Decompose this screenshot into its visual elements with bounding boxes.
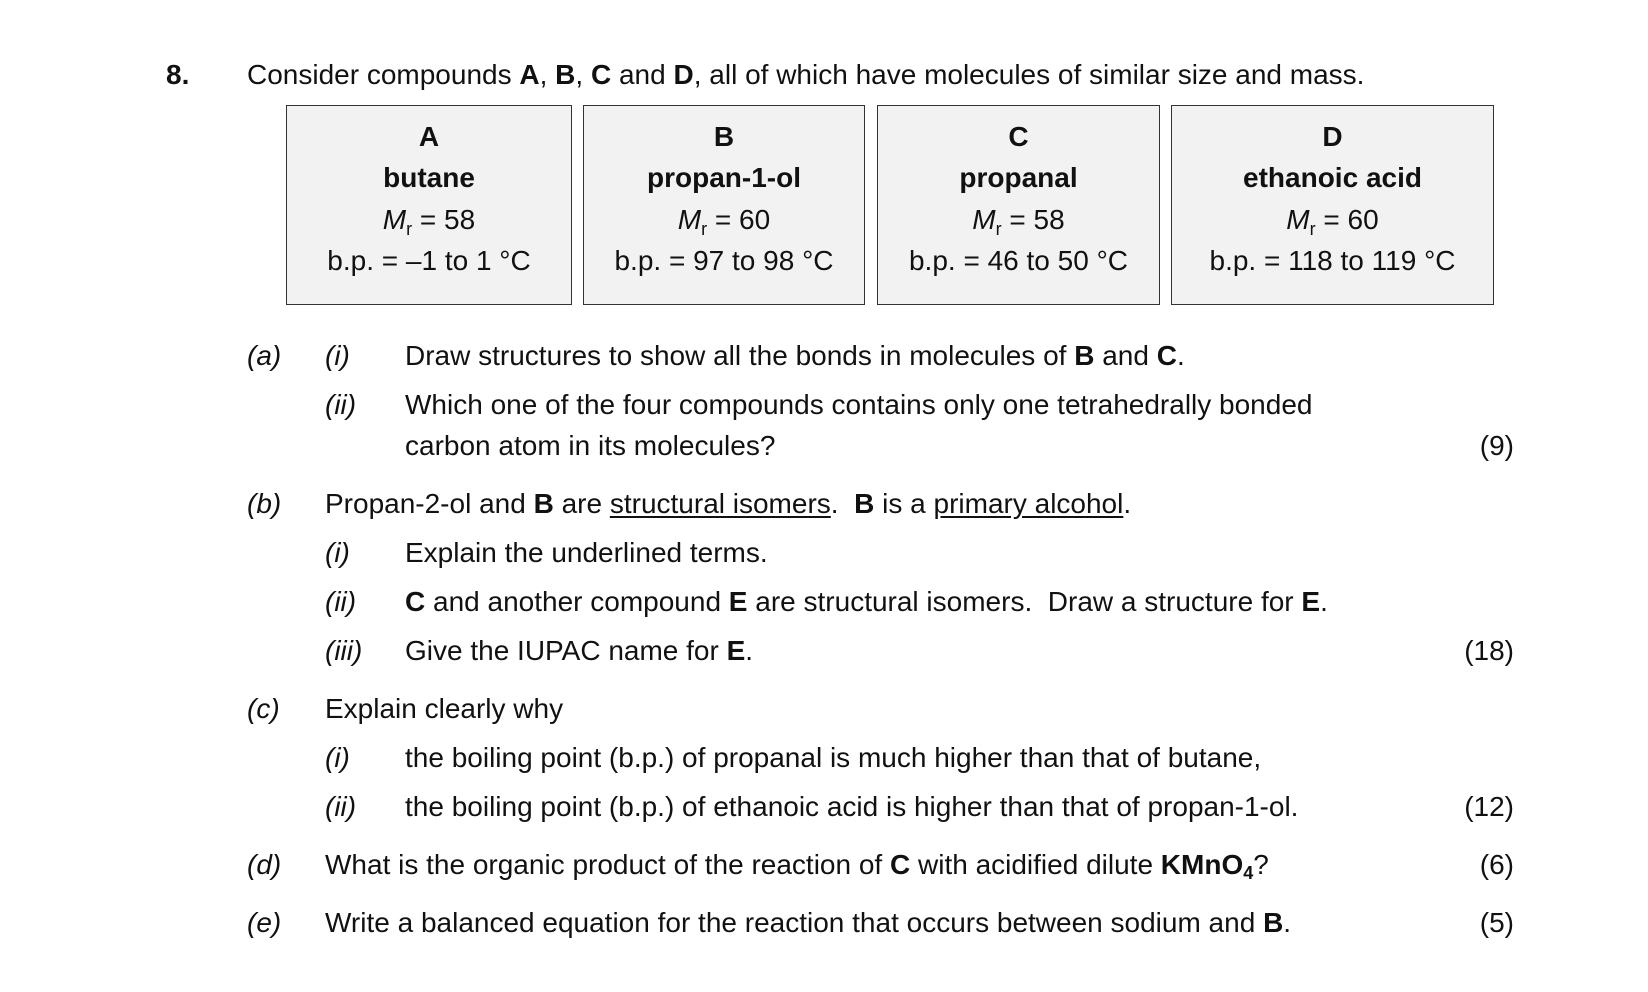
underlined-term: structural isomers xyxy=(609,488,831,519)
text: . xyxy=(1176,340,1185,371)
stem-letter-a: A xyxy=(519,59,540,90)
stem-letter-b: B xyxy=(555,59,576,90)
bold-letter: B xyxy=(1263,907,1284,938)
question-stem xyxy=(247,58,1364,92)
stem-text: and xyxy=(611,59,674,90)
part-a-label: (a) xyxy=(247,340,282,371)
compound-box-b xyxy=(583,105,865,305)
part-c-i-text: the boiling point (b.p.) of propanal is much higher than that of butane, xyxy=(405,742,1262,773)
text: is a xyxy=(874,488,934,519)
compound-mr xyxy=(878,203,1159,246)
bold-letter: C xyxy=(889,849,911,880)
bold-letter: B xyxy=(854,488,875,519)
stem-letter-d: D xyxy=(673,59,694,90)
compound-letter: A xyxy=(418,121,440,152)
bold-letter: E xyxy=(1301,586,1321,617)
mr-symbol: M xyxy=(1286,204,1310,235)
part-d-text xyxy=(325,848,1269,890)
mr-value: = 60 xyxy=(1315,204,1379,235)
compound-name: ethanoic acid xyxy=(1243,162,1422,193)
part-c-marks: (12) xyxy=(1464,791,1514,822)
text: are structural isomers. Draw a structure for xyxy=(747,586,1302,617)
text: and xyxy=(1094,340,1157,371)
formula: KMnO xyxy=(1160,849,1244,880)
mr-subscript: r xyxy=(701,219,708,239)
text: . xyxy=(1123,488,1132,519)
part-c-ii-text: the boiling point (b.p.) of ethanoic acid is higher than that of propan-1-ol. xyxy=(405,791,1299,822)
mr-symbol: M xyxy=(382,204,407,235)
part-c-ii-label: (ii) xyxy=(325,791,357,822)
mr-subscript: r xyxy=(995,219,1002,239)
stem-text: Consider compounds xyxy=(247,59,520,90)
text: Propan-2-ol and xyxy=(325,488,534,519)
part-e-marks: (5) xyxy=(1479,907,1514,938)
text: What is the organic product of the reaction of xyxy=(325,849,890,880)
compound-name: propanal xyxy=(959,162,1078,193)
part-d-marks: (6) xyxy=(1479,849,1514,880)
compound-name: butane xyxy=(383,162,475,193)
bold-letter: B xyxy=(1074,340,1095,371)
text: Draw structures to show all the bonds in molecules of xyxy=(405,340,1075,371)
mr-subscript: r xyxy=(406,219,413,239)
compound-box-d xyxy=(1171,105,1494,305)
part-b-intro xyxy=(325,487,1131,521)
part-b-ii-text xyxy=(405,585,1328,619)
compound-name: propan-1-ol xyxy=(647,162,801,193)
question-number: 8. xyxy=(166,59,190,90)
part-d-label: (d) xyxy=(247,849,282,880)
part-e-text xyxy=(325,906,1291,940)
text: . xyxy=(830,488,855,519)
mr-value: = 58 xyxy=(412,204,476,235)
part-c-label: (c) xyxy=(247,693,280,724)
part-b-marks: (18) xyxy=(1464,635,1514,666)
part-c-intro: Explain clearly why xyxy=(325,693,564,724)
text: are xyxy=(553,488,610,519)
stem-text: , xyxy=(539,59,556,90)
mr-value: = 60 xyxy=(707,204,771,235)
bold-letter: C xyxy=(405,586,426,617)
formula-subscript: 4 xyxy=(1243,863,1254,883)
text: Write a balanced equation for the reaction that occurs between sodium and xyxy=(325,907,1264,938)
compound-bp: b.p. = 46 to 50 °C xyxy=(908,245,1128,276)
text: Give the IUPAC name for xyxy=(405,635,727,666)
compound-box-a xyxy=(286,105,572,305)
compound-bp: b.p. = –1 to 1 °C xyxy=(327,245,531,276)
text: and another compound xyxy=(425,586,729,617)
part-a-i-label: (i) xyxy=(325,340,350,371)
compound-bp: b.p. = 97 to 98 °C xyxy=(614,245,834,276)
part-b-i-text: Explain the underlined terms. xyxy=(405,537,768,568)
compound-mr xyxy=(1172,203,1493,246)
mr-subscript: r xyxy=(1309,219,1316,239)
compound-mr xyxy=(584,203,864,246)
stem-letter-c: C xyxy=(590,59,612,90)
compound-letter: C xyxy=(1008,121,1029,152)
compound-letter: D xyxy=(1322,121,1343,152)
part-b-iii-label: (iii) xyxy=(325,635,363,666)
bold-letter: E xyxy=(728,586,748,617)
compound-table xyxy=(286,105,1497,307)
part-b-i-label: (i) xyxy=(325,537,350,568)
compound-mr xyxy=(287,203,571,246)
text: ? xyxy=(1253,849,1269,880)
compound-bp: b.p. = 118 to 119 °C xyxy=(1209,245,1456,276)
part-a-ii-line2: carbon atom in its molecules? xyxy=(405,430,776,461)
stem-text: , all of which have molecules of similar size and mass. xyxy=(693,59,1365,90)
part-b-iii-text xyxy=(405,634,753,668)
underlined-term: primary alcohol xyxy=(933,488,1124,519)
text: . xyxy=(1283,907,1292,938)
text: . xyxy=(745,635,754,666)
compound-box-c xyxy=(877,105,1160,305)
part-e-label: (e) xyxy=(247,907,282,938)
bold-letter: B xyxy=(533,488,554,519)
mr-symbol: M xyxy=(677,204,702,235)
text: with acidified dilute xyxy=(910,849,1161,880)
part-a-i-text xyxy=(405,339,1185,373)
compound-letter: B xyxy=(713,121,735,152)
bold-letter: E xyxy=(726,635,746,666)
text: . xyxy=(1320,586,1328,617)
part-a-marks: (9) xyxy=(1479,430,1514,461)
part-c-i-label: (i) xyxy=(325,742,350,773)
mr-symbol: M xyxy=(972,204,996,235)
bold-letter: C xyxy=(1156,340,1177,371)
stem-text: , xyxy=(575,59,591,90)
part-a-ii-line1: Which one of the four compounds contains only one tetrahedrally bonded xyxy=(405,389,1313,420)
part-a-ii-label: (ii) xyxy=(325,389,357,420)
part-b-label: (b) xyxy=(247,488,282,519)
mr-value: = 58 xyxy=(1001,204,1065,235)
part-b-ii-label: (ii) xyxy=(325,586,357,617)
